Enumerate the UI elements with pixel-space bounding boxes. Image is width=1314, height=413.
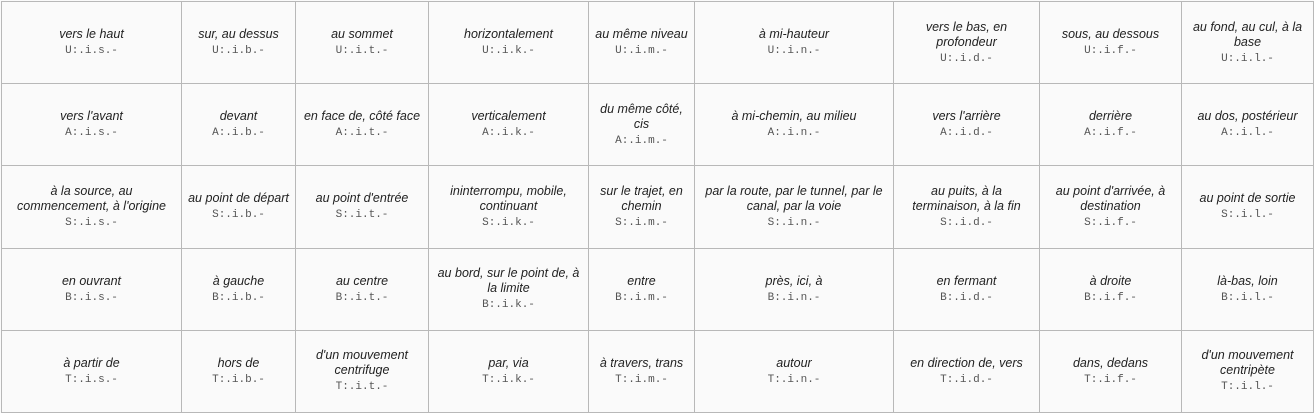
grid-cell (429, 2, 589, 84)
cell-code: B:.i.t.- (335, 291, 389, 304)
cell-meaning: ininterrompu, mobile, continuant (450, 183, 567, 213)
term-grid (1, 1, 1314, 413)
grid-row (2, 248, 1314, 330)
grid-cell (695, 2, 894, 84)
cell-code: A:.i.f.- (1084, 127, 1137, 140)
grid-cell (1040, 248, 1182, 330)
cell-meaning: vers le bas, en profondeur (925, 19, 1008, 49)
cell-meaning: d'un mouvement centrifuge (315, 348, 409, 378)
cell-code: U:.i.k.- (482, 45, 535, 58)
grid-cell (182, 248, 296, 330)
cell-code: T:.i.f.- (1084, 373, 1137, 386)
grid-cell (2, 330, 182, 412)
cell-code: T:.i.d.- (940, 373, 993, 386)
cell-code: U:.i.n.- (767, 45, 821, 58)
cell-meaning: en face de, côté face (303, 109, 421, 124)
grid-cell (182, 166, 296, 248)
cell-meaning: au point de sortie (1199, 191, 1296, 206)
cell-meaning: à droite (1089, 273, 1132, 288)
cell-meaning: à mi-hauteur (758, 27, 830, 42)
grid-cell (429, 84, 589, 166)
cell-meaning: par, via (488, 355, 529, 370)
cell-code: A:.i.n.- (767, 127, 821, 140)
cell-code: A:.i.d.- (940, 127, 993, 140)
cell-code: A:.i.t.- (335, 127, 389, 140)
grid-row (2, 2, 1314, 84)
cell-meaning: au centre (335, 273, 389, 288)
cell-code: U:.i.b.- (212, 45, 265, 58)
cell-code: B:.i.m.- (615, 291, 668, 304)
cell-code: U:.i.t.- (335, 45, 389, 58)
cell-code: S:.i.s.- (65, 216, 118, 229)
cell-meaning: au point d'arrivée, à destination (1055, 183, 1166, 213)
cell-meaning: au bord, sur le point de, à la limite (437, 266, 580, 296)
cell-code: T:.i.m.- (615, 373, 668, 386)
cell-meaning: au point de départ (188, 191, 289, 206)
grid-cell (296, 2, 429, 84)
grid-cell (296, 166, 429, 248)
cell-meaning: devant (219, 109, 258, 124)
cell-meaning: sur, au dessus (198, 27, 279, 42)
cell-meaning: sur le trajet, en chemin (600, 183, 683, 213)
cell-code: S:.i.b.- (212, 209, 265, 222)
cell-meaning: à travers, trans (599, 355, 684, 370)
grid-body (2, 2, 1314, 413)
grid-cell (1182, 166, 1314, 248)
cell-code: U:.i.f.- (1084, 45, 1137, 58)
grid-cell (182, 84, 296, 166)
cell-meaning: verticalement (471, 109, 546, 124)
grid-cell (695, 248, 894, 330)
cell-meaning: au même niveau (595, 27, 688, 42)
grid-cell (894, 248, 1040, 330)
cell-meaning: vers l'arrière (932, 109, 1001, 124)
cell-code: U:.i.d.- (940, 52, 993, 65)
cell-code: T:.i.b.- (212, 373, 265, 386)
grid-cell (296, 330, 429, 412)
cell-meaning: hors de (217, 355, 260, 370)
grid-cell (1040, 2, 1182, 84)
grid-cell (2, 248, 182, 330)
grid-cell (589, 2, 695, 84)
cell-meaning: sous, au dessous (1061, 27, 1160, 42)
cell-code: S:.i.f.- (1084, 216, 1137, 229)
cell-code: A:.i.m.- (615, 134, 668, 147)
cell-meaning: dans, dedans (1072, 355, 1149, 370)
grid-cell (182, 330, 296, 412)
cell-meaning: horizontalement (464, 27, 553, 42)
cell-meaning: au dos, postérieur (1197, 109, 1298, 124)
grid-cell (2, 84, 182, 166)
cell-code: B:.i.l.- (1221, 291, 1274, 304)
cell-meaning: derrière (1088, 109, 1133, 124)
cell-code: B:.i.k.- (482, 299, 535, 312)
cell-meaning: à mi-chemin, au milieu (731, 109, 857, 124)
cell-meaning: au sommet (331, 27, 393, 42)
grid-cell (894, 2, 1040, 84)
grid-cell (2, 166, 182, 248)
cell-meaning: à la source, au commencement, à l'origine (17, 183, 166, 213)
cell-code: T:.i.l.- (1221, 381, 1274, 394)
cell-meaning: vers le haut (59, 27, 124, 42)
grid-row (2, 84, 1314, 166)
cell-meaning: par la route, par le tunnel, par le canal, par la voie (705, 183, 883, 213)
cell-code: T:.i.t.- (335, 381, 389, 394)
grid-cell (695, 166, 894, 248)
grid-cell (589, 248, 695, 330)
cell-meaning: d'un mouvement centripète (1201, 348, 1294, 378)
grid-cell (1182, 248, 1314, 330)
cell-code: B:.i.b.- (212, 291, 265, 304)
grid-cell (1182, 84, 1314, 166)
cell-meaning: à gauche (212, 273, 265, 288)
grid-cell (894, 166, 1040, 248)
grid-cell (1040, 330, 1182, 412)
cell-code: U:.i.l.- (1221, 52, 1274, 65)
cell-meaning: vers l'avant (60, 109, 123, 124)
cell-meaning: entre (627, 273, 656, 288)
cell-code: T:.i.n.- (767, 373, 821, 386)
cell-meaning: là-bas, loin (1217, 273, 1278, 288)
cell-meaning: au puits, à la terminaison, à la fin (912, 183, 1021, 213)
grid-cell (1040, 84, 1182, 166)
grid-cell (589, 330, 695, 412)
cell-code: B:.i.s.- (65, 291, 118, 304)
cell-meaning: près, ici, à (765, 273, 823, 288)
grid-cell (589, 166, 695, 248)
grid-cell (1182, 2, 1314, 84)
cell-code: U:.i.m.- (615, 45, 668, 58)
grid-cell (695, 330, 894, 412)
cell-meaning: autour (776, 355, 812, 370)
grid-cell (894, 330, 1040, 412)
cell-code: T:.i.k.- (482, 373, 535, 386)
cell-meaning: du même côté, cis (600, 101, 683, 131)
grid-cell (429, 248, 589, 330)
cell-code: S:.i.k.- (482, 216, 535, 229)
grid-cell (296, 84, 429, 166)
cell-code: S:.i.m.- (615, 216, 668, 229)
cell-code: S:.i.n.- (767, 216, 821, 229)
cell-code: B:.i.f.- (1084, 291, 1137, 304)
cell-code: S:.i.d.- (940, 216, 993, 229)
grid-cell (182, 2, 296, 84)
cell-code: A:.i.b.- (212, 127, 265, 140)
grid-cell (695, 84, 894, 166)
grid-cell (2, 2, 182, 84)
grid-cell (1040, 166, 1182, 248)
grid-cell (429, 330, 589, 412)
grid-row (2, 330, 1314, 412)
cell-code: U:.i.s.- (65, 45, 118, 58)
cell-meaning: à partir de (63, 355, 120, 370)
cell-code: A:.i.l.- (1221, 127, 1274, 140)
cell-meaning: en ouvrant (61, 273, 122, 288)
grid-cell (589, 84, 695, 166)
grid-cell (429, 166, 589, 248)
cell-code: S:.i.t.- (335, 209, 389, 222)
cell-code: B:.i.d.- (940, 291, 993, 304)
cell-meaning: en fermant (936, 273, 997, 288)
cell-code: T:.i.s.- (65, 373, 118, 386)
cell-code: A:.i.s.- (65, 127, 118, 140)
cell-code: A:.i.k.- (482, 127, 535, 140)
cell-code: B:.i.n.- (767, 291, 821, 304)
cell-meaning: en direction de, vers (910, 355, 1023, 370)
cell-meaning: au point d'entrée (315, 191, 409, 206)
cell-code: S:.i.l.- (1221, 209, 1274, 222)
grid-cell (296, 248, 429, 330)
cell-meaning: au fond, au cul, à la base (1192, 19, 1303, 49)
grid-cell (1182, 330, 1314, 412)
grid-row (2, 166, 1314, 248)
grid-cell (894, 84, 1040, 166)
